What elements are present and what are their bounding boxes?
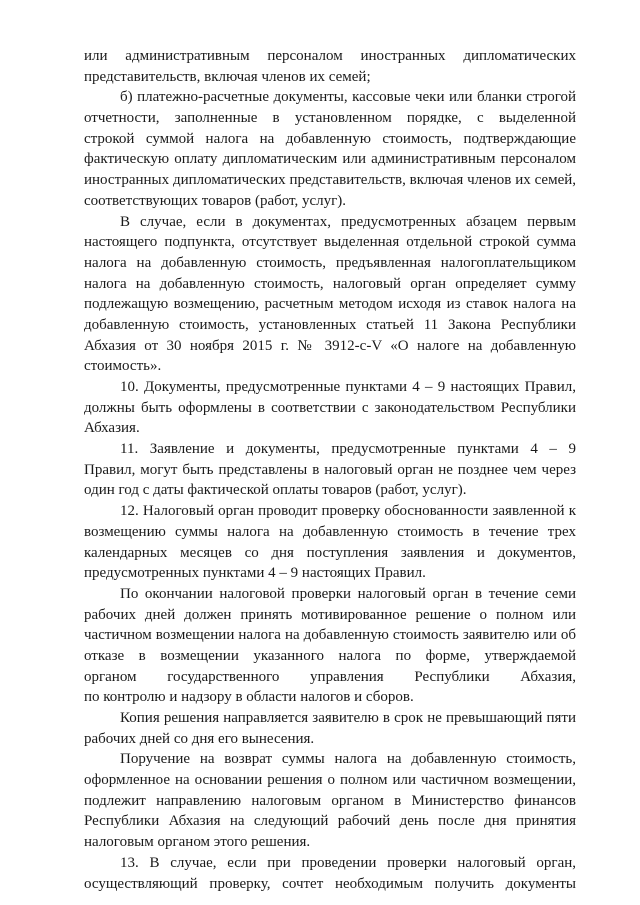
paragraph <box>84 501 576 584</box>
text-line: должны быть оформлены в соответствии с законодательством Республики <box>84 399 576 416</box>
text-line: рабочих дней должен принять мотивированное решение о полном или <box>84 606 576 623</box>
text-line: Копия решения направляется заявителю в срок не превышающий пяти <box>120 710 576 726</box>
text-line: добавленную стоимость, установленных статьей 11 Закона Республики <box>84 316 576 333</box>
text-line: оформленное на основании решения о полном или частичном возмещении, <box>84 772 576 789</box>
text-line: По окончании налоговой проверки налоговый орган в течение семи <box>120 585 576 602</box>
text-line: по контролю и надзору в области налогов и сборов. <box>84 689 414 706</box>
text-line: фактическую оплату дипломатическим или административным персоналом <box>84 151 576 168</box>
text-line: настоящего подпункта, отсутствует выделенная отдельной строкой сумма <box>84 234 576 251</box>
text-line: один год с даты фактической оплаты товаров (работ, услуг). <box>84 482 467 499</box>
text-line: подлежит направлению налоговым органом в Министерство финансов <box>84 792 576 809</box>
text-line: частичном возмещении налога на добавленную стоимость заявителю или об <box>84 627 576 644</box>
paragraph <box>84 377 576 439</box>
paragraph <box>84 46 576 87</box>
text-line: налога на добавленную стоимость, предъявленная налогоплательщиком <box>84 254 576 271</box>
text-line: строкой суммой налога на добавленную стоимость, подтверждающие <box>84 130 576 147</box>
text-line: налога на добавленную стоимость, налоговый орган определяет сумму <box>84 275 576 292</box>
text-line: иностранных дипломатических представительств, включая членов их семей, <box>84 172 576 189</box>
paragraph <box>84 853 576 894</box>
text-line: подлежащую возмещению, расчетным методом исходя из ставок налога на <box>84 296 576 313</box>
text-line: В случае, если в документах, предусмотренных абзацем первым <box>120 213 576 230</box>
text-line: отчетности, заполненные в установленном порядке, с выделенной <box>84 110 576 127</box>
paragraph <box>84 439 576 501</box>
text-line: календарных месяцев со дня поступления заявления и документов, <box>84 544 576 561</box>
text-line: осуществляющий проверку, сочтет необходимым получить документы <box>84 875 576 892</box>
paragraph <box>84 87 576 211</box>
text-line: 13. В случае, если при проведении проверки налоговый орган, <box>120 854 576 871</box>
paragraph <box>84 708 576 749</box>
text-line: 12. Налоговый орган проводит проверку обоснованности заявленной к <box>120 503 576 520</box>
text-line: предусмотренных пунктами 4 – 9 настоящих Правил. <box>84 565 426 582</box>
text-line: соответствующих товаров (работ, услуг). <box>84 192 347 209</box>
text-line: Абхазия. <box>84 420 140 437</box>
paragraph <box>84 749 576 852</box>
text-line: рабочих дней со дня его вынесения. <box>84 730 315 747</box>
text-line: Правил, могут быть представлены в налоговый орган не позднее чем через <box>84 461 576 478</box>
text-line: представительств, включая членов их семей; <box>84 68 371 85</box>
text-line: или административным персоналом иностранных дипломатических <box>84 48 576 64</box>
text-line: 10. Документы, предусмотренные пунктами 4 – 9 настоящих Правил, <box>120 379 576 395</box>
document-page <box>84 46 576 894</box>
paragraph <box>84 212 576 378</box>
paragraph <box>84 584 576 708</box>
text-line: возмещению суммы налога на добавленную стоимость в течение трех <box>84 523 576 540</box>
text-line: б) платежно-расчетные документы, кассовые чеки или бланки строгой <box>120 89 576 106</box>
text-line: органом государственного управления Республики Абхазия, <box>84 668 576 685</box>
text-line: стоимость». <box>84 358 162 375</box>
text-line: отказе в возмещении указанного налога по форме, утверждаемой <box>84 647 576 664</box>
text-line: Абхазия от 30 ноября 2015 г. № 3912-с-V «О налоге на добавленную <box>84 337 576 354</box>
text-line: налоговым органом этого решения. <box>84 834 311 851</box>
text-line: 11. Заявление и документы, предусмотренные пунктами 4 – 9 <box>120 441 576 458</box>
text-line: Поручение на возврат суммы налога на добавленную стоимость, <box>120 751 576 768</box>
text-line: Республики Абхазия на следующий рабочий день после дня принятия <box>84 813 576 830</box>
